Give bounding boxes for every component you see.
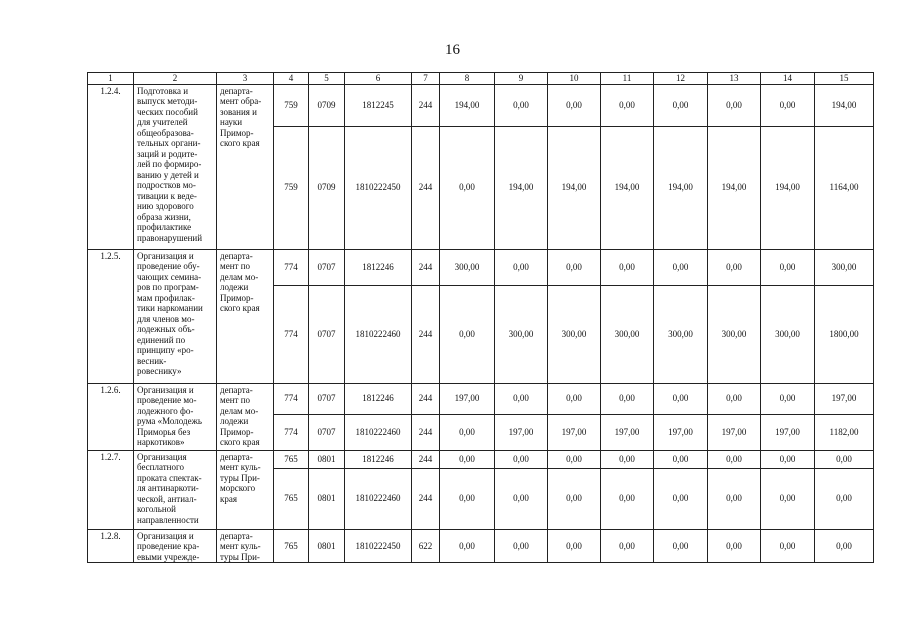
cell-c9: 300,00: [495, 285, 548, 383]
cell-c7: 244: [412, 126, 440, 249]
cell-c9: 0,00: [495, 529, 548, 563]
cell-c13: 0,00: [708, 529, 761, 563]
executor-line: департа-: [220, 384, 253, 395]
cell-c4: 759: [274, 126, 309, 249]
cell-c4: 774: [274, 285, 309, 383]
cell-c9: 194,00: [495, 126, 548, 249]
cell-c12: 194,00: [654, 126, 708, 249]
cell-c12: 0,00: [654, 468, 708, 529]
description-line: принципу «ро-: [137, 345, 194, 355]
cell-c5: 0801: [309, 468, 345, 529]
description-line: весник-: [137, 355, 167, 366]
cell-c12: 0,00: [654, 529, 708, 563]
cell-c10: 0,00: [548, 529, 601, 563]
description-line: ров по програм-: [137, 282, 199, 292]
column-header: 6: [345, 73, 412, 85]
description-line: единений по: [137, 334, 186, 345]
cell-c8: 0,00: [440, 414, 495, 450]
cell-c15: 0,00: [815, 529, 874, 563]
cell-c8: 0,00: [440, 468, 495, 529]
cell-c13: 0,00: [708, 383, 761, 414]
cell-c6: 1810222460: [345, 285, 412, 383]
cell-c6: 1810222450: [345, 126, 412, 249]
cell-c7: 244: [412, 249, 440, 285]
cell-c8: 0,00: [440, 529, 495, 563]
column-header: 3: [217, 73, 274, 85]
cell-c4: 765: [274, 468, 309, 529]
executor-line: Примор-: [220, 292, 254, 303]
description-line: когольной: [137, 504, 176, 514]
column-header: 11: [601, 73, 654, 85]
column-header-row: [88, 73, 874, 85]
description-line: евыми учрежде-: [137, 551, 200, 562]
activity-description: [134, 529, 217, 563]
cell-c14: 194,00: [761, 126, 815, 249]
cell-c4: 759: [274, 84, 309, 126]
cell-c15: 197,00: [815, 383, 874, 414]
column-header: 1: [88, 73, 134, 85]
cell-c8: 300,00: [440, 249, 495, 285]
cell-c10: 300,00: [548, 285, 601, 383]
description-line: образа жизни,: [137, 211, 191, 222]
cell-c4: 774: [274, 383, 309, 414]
description-line: профилактике: [137, 222, 192, 232]
executor-line: туры При-: [220, 472, 260, 483]
cell-c10: 0,00: [548, 450, 601, 468]
cell-c9: 0,00: [495, 383, 548, 414]
column-header: 10: [548, 73, 601, 85]
cell-c6: 1812246: [345, 383, 412, 414]
cell-c13: 0,00: [708, 450, 761, 468]
cell-c12: 0,00: [654, 383, 708, 414]
cell-c15: 194,00: [815, 84, 874, 126]
page-number: 16: [445, 42, 460, 58]
description-line: лодежных объ-: [137, 324, 195, 334]
executor-line: департа-: [220, 451, 253, 462]
executor-line: зования и: [220, 106, 257, 117]
column-header: 13: [708, 73, 761, 85]
item-number: 1.2.5.: [88, 249, 134, 383]
executor-line: департа-: [220, 85, 253, 96]
executor-line: ского края: [220, 437, 260, 447]
description-line: для учителей: [137, 117, 188, 127]
description-line: лей по формиро-: [137, 159, 202, 169]
cell-c10: 0,00: [548, 468, 601, 529]
cell-c11: 197,00: [601, 414, 654, 450]
cell-c5: 0707: [309, 383, 345, 414]
executor-line: Примор-: [220, 426, 254, 437]
description-line: направленности: [137, 514, 199, 525]
executor-line: морского: [220, 483, 256, 493]
executor-line: мент по: [220, 395, 251, 405]
cell-c14: 0,00: [761, 383, 815, 414]
cell-c14: 0,00: [761, 249, 815, 285]
executor-line: ского края: [220, 138, 260, 148]
description-line: наркотиков»: [137, 437, 185, 447]
cell-c12: 300,00: [654, 285, 708, 383]
description-line: проведение мо-: [137, 395, 197, 405]
cell-c6: 1812246: [345, 249, 412, 285]
description-line: Организация и: [137, 250, 194, 261]
description-line: подростков мо-: [137, 180, 196, 190]
cell-c5: 0709: [309, 126, 345, 249]
description-line: Приморья без: [137, 426, 191, 437]
cell-c12: 0,00: [654, 450, 708, 468]
executor-line: мент обра-: [220, 96, 262, 106]
cell-c8: 197,00: [440, 383, 495, 414]
cell-c6: 1810222460: [345, 414, 412, 450]
description-line: Организация: [137, 451, 187, 462]
cell-c13: 197,00: [708, 414, 761, 450]
item-number: 1.2.7.: [88, 450, 134, 529]
column-header: 2: [134, 73, 217, 85]
cell-c5: 0709: [309, 84, 345, 126]
cell-c11: 0,00: [601, 529, 654, 563]
description-line: ля антинаркоти-: [137, 483, 199, 493]
cell-c15: 0,00: [815, 468, 874, 529]
description-line: ческой, антиал-: [137, 493, 197, 504]
responsible-executor: [217, 383, 274, 450]
column-header: 12: [654, 73, 708, 85]
description-line: рума «Молодежь: [137, 416, 202, 426]
cell-c5: 0801: [309, 450, 345, 468]
column-header: 4: [274, 73, 309, 85]
cell-c11: 194,00: [601, 126, 654, 249]
description-line: тивации к веде-: [137, 190, 197, 201]
cell-c13: 300,00: [708, 285, 761, 383]
cell-c6: 1812245: [345, 84, 412, 126]
executor-line: департа-: [220, 250, 253, 261]
cell-c6: 1810222460: [345, 468, 412, 529]
description-line: ческих пособий: [137, 106, 198, 117]
cell-c4: 765: [274, 529, 309, 563]
description-line: бесплатного: [137, 462, 184, 472]
cell-c7: 244: [412, 450, 440, 468]
cell-c5: 0801: [309, 529, 345, 563]
executor-line: туры При-: [220, 551, 260, 562]
executor-line: лодежи: [220, 416, 249, 426]
responsible-executor: [217, 529, 274, 563]
description-line: проведение кра-: [137, 541, 200, 551]
cell-c13: 0,00: [708, 249, 761, 285]
executor-line: края: [220, 493, 238, 504]
activity-description: [134, 383, 217, 450]
column-header: 8: [440, 73, 495, 85]
cell-c5: 0707: [309, 414, 345, 450]
cell-c7: 244: [412, 84, 440, 126]
cell-c13: 194,00: [708, 126, 761, 249]
cell-c8: 0,00: [440, 126, 495, 249]
cell-c8: 194,00: [440, 84, 495, 126]
cell-c11: 0,00: [601, 383, 654, 414]
column-header: 7: [412, 73, 440, 85]
cell-c14: 300,00: [761, 285, 815, 383]
cell-c14: 197,00: [761, 414, 815, 450]
table-row: [88, 529, 874, 563]
responsible-executor: [217, 249, 274, 383]
cell-c6: 1810222450: [345, 529, 412, 563]
executor-line: мент по: [220, 261, 251, 271]
cell-c11: 0,00: [601, 249, 654, 285]
cell-c13: 0,00: [708, 468, 761, 529]
item-number: 1.2.8.: [88, 529, 134, 563]
table-row: [88, 84, 874, 126]
executor-line: Примор-: [220, 127, 254, 138]
cell-c9: 0,00: [495, 450, 548, 468]
description-line: проката спектак-: [137, 472, 202, 483]
cell-c12: 0,00: [654, 84, 708, 126]
cell-c11: 300,00: [601, 285, 654, 383]
description-line: Организация и: [137, 530, 194, 541]
cell-c5: 0707: [309, 285, 345, 383]
table-row: [88, 249, 874, 285]
responsible-executor: [217, 450, 274, 529]
cell-c4: 774: [274, 414, 309, 450]
cell-c15: 1800,00: [815, 285, 874, 383]
cell-c11: 0,00: [601, 84, 654, 126]
executor-line: делам мо-: [220, 271, 259, 282]
cell-c10: 194,00: [548, 126, 601, 249]
cell-c12: 0,00: [654, 249, 708, 285]
budget-table: [87, 72, 874, 563]
activity-description: [134, 84, 217, 249]
cell-c4: 765: [274, 450, 309, 468]
cell-c7: 244: [412, 285, 440, 383]
cell-c14: 0,00: [761, 450, 815, 468]
cell-c8: 0,00: [440, 285, 495, 383]
cell-c14: 0,00: [761, 468, 815, 529]
column-header: 9: [495, 73, 548, 85]
description-line: Подготовка и: [137, 85, 189, 96]
cell-c7: 244: [412, 468, 440, 529]
description-line: чающих семина-: [137, 271, 202, 282]
column-header: 14: [761, 73, 815, 85]
table-row: [88, 383, 874, 414]
item-number: 1.2.6.: [88, 383, 134, 450]
description-line: ровеснику»: [137, 366, 182, 376]
description-line: лодежного фо-: [137, 405, 194, 416]
description-line: Организация и: [137, 384, 194, 395]
cell-c15: 300,00: [815, 249, 874, 285]
cell-c6: 1812246: [345, 450, 412, 468]
column-header: 5: [309, 73, 345, 85]
cell-c13: 0,00: [708, 84, 761, 126]
cell-c15: 0,00: [815, 450, 874, 468]
column-header: 15: [815, 73, 874, 85]
executor-line: делам мо-: [220, 405, 259, 416]
description-line: для членов мо-: [137, 313, 195, 324]
executor-line: лодежи: [220, 282, 249, 292]
cell-c9: 0,00: [495, 249, 548, 285]
cell-c10: 0,00: [548, 249, 601, 285]
cell-c14: 0,00: [761, 529, 815, 563]
executor-line: науки: [220, 117, 243, 127]
cell-c9: 197,00: [495, 414, 548, 450]
description-line: тики наркомании: [137, 303, 203, 313]
description-line: тельных органи-: [137, 138, 201, 148]
table-row: [88, 450, 874, 468]
description-line: ванию у детей и: [137, 169, 199, 180]
cell-c10: 0,00: [548, 383, 601, 414]
item-number: 1.2.4.: [88, 84, 134, 249]
responsible-executor: [217, 84, 274, 249]
activity-description: [134, 450, 217, 529]
description-line: выпуск методи-: [137, 96, 198, 106]
cell-c12: 197,00: [654, 414, 708, 450]
description-line: проведение обу-: [137, 261, 200, 271]
description-line: общеобразова-: [137, 127, 194, 138]
cell-c10: 0,00: [548, 84, 601, 126]
cell-c14: 0,00: [761, 84, 815, 126]
activity-description: [134, 249, 217, 383]
executor-line: мент куль-: [220, 462, 261, 472]
executor-line: ского края: [220, 303, 260, 313]
cell-c5: 0707: [309, 249, 345, 285]
cell-c9: 0,00: [495, 84, 548, 126]
description-line: заций и родите-: [137, 148, 198, 159]
cell-c15: 1182,00: [815, 414, 874, 450]
cell-c7: 244: [412, 383, 440, 414]
description-line: мам профилак-: [137, 292, 195, 303]
description-line: правонарушений: [137, 232, 203, 243]
executor-line: мент куль-: [220, 541, 261, 551]
cell-c10: 197,00: [548, 414, 601, 450]
description-line: нию здорового: [137, 201, 194, 211]
cell-c7: 244: [412, 414, 440, 450]
cell-c8: 0,00: [440, 450, 495, 468]
cell-c9: 0,00: [495, 468, 548, 529]
cell-c7: 622: [412, 529, 440, 563]
cell-c4: 774: [274, 249, 309, 285]
cell-c15: 1164,00: [815, 126, 874, 249]
cell-c11: 0,00: [601, 468, 654, 529]
cell-c11: 0,00: [601, 450, 654, 468]
executor-line: департа-: [220, 530, 253, 541]
